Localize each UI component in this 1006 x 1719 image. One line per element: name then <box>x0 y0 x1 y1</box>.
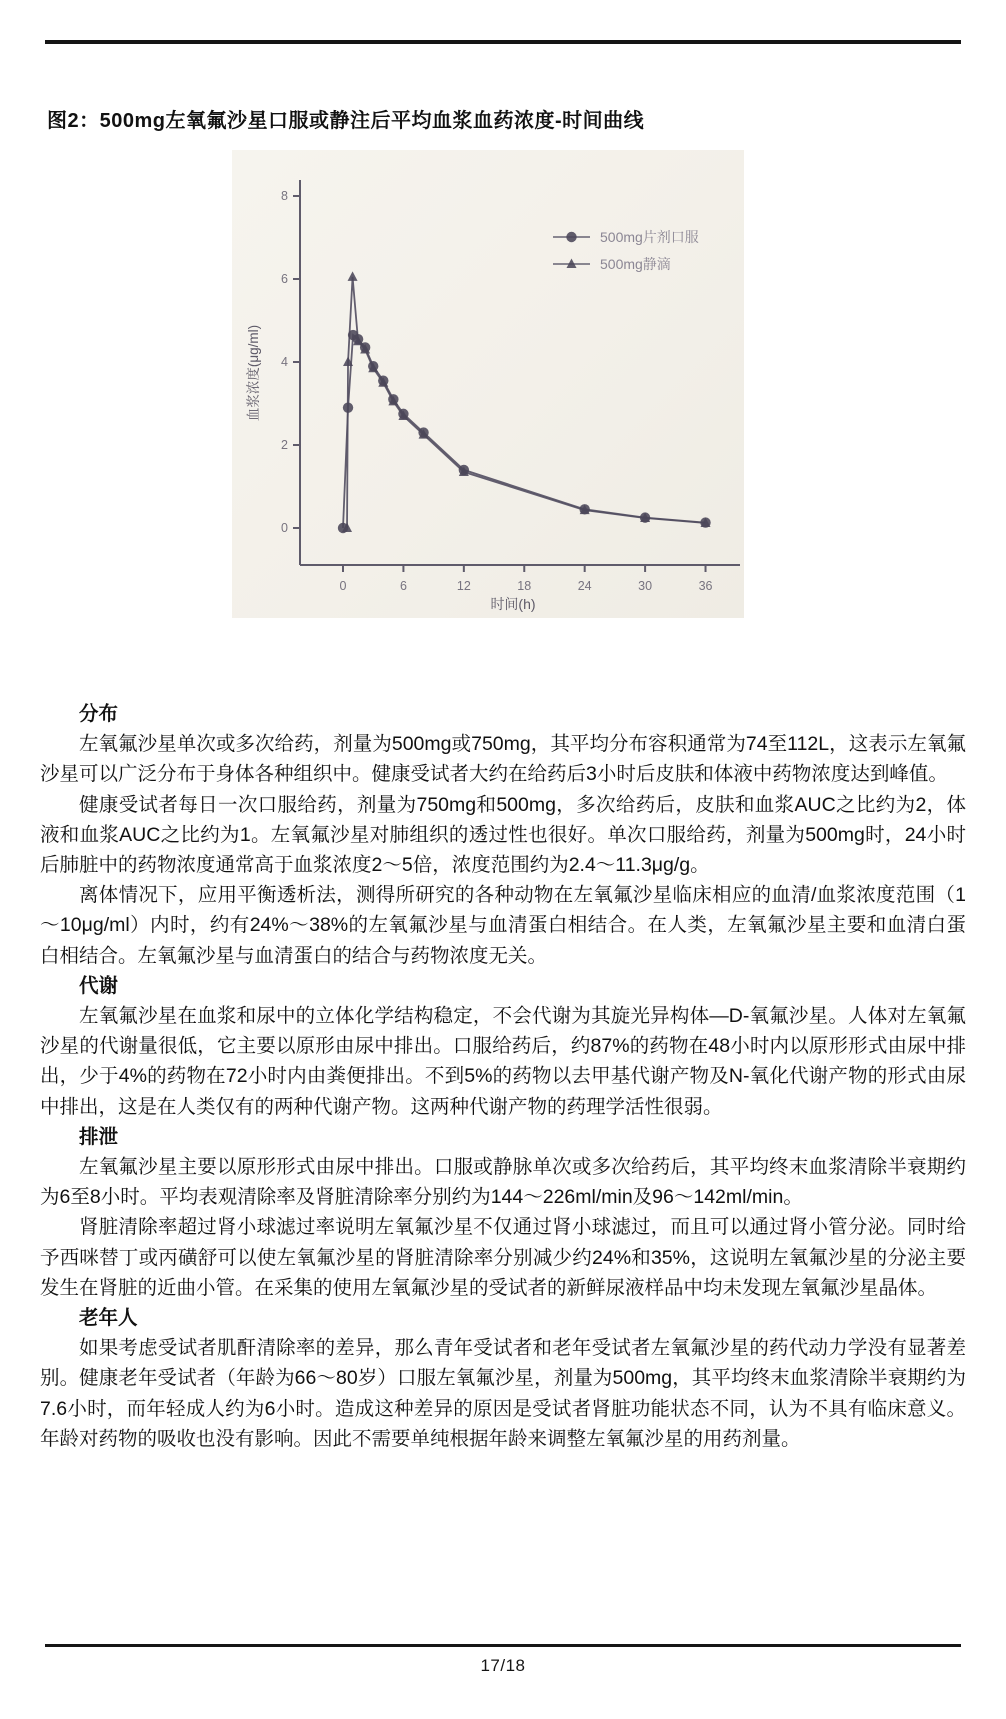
page-number: 17/18 <box>480 1656 526 1675</box>
svg-text:6: 6 <box>281 272 288 286</box>
paragraph: 健康受试者每日一次口服给药，剂量为750mg和500mg，多次给药后，皮肤和血浆AUC之比约为2，体液和血浆AUC之比约为1。左氧氟沙星对肺组织的透过性也很好。单次口服给药，剂量为500mg时，24小时后肺脏中的药物浓度通常高于血浆浓度2～5倍，浓度范围约为2.4～11.3μg/g。 <box>40 793 966 877</box>
svg-text:时间(h): 时间(h) <box>490 596 536 612</box>
svg-text:36: 36 <box>698 579 713 593</box>
paragraph: 左氧氟沙星单次或多次给药，剂量为500mg或750mg，其平均分布容积通常为74至112L，这表示左氧氟沙星可以广泛分布于身体各种组织中。健康受试者大约在给药后3小时后皮肤和体液中药物浓度达到峰值。 <box>40 733 966 786</box>
paragraph: 离体情况下，应用平衡透析法，测得所研究的各种动物在左氧氟沙星临床相应的血清/血浆浓度范围（1～10μg/ml）内时，约有24%～38%的左氧氟沙星与血清蛋白相结合。在人类，左氧氟沙星主要和血清白蛋白相结合。左氧氟沙星与血清蛋白的结合与药物浓度无关。 <box>40 884 966 967</box>
svg-text:24: 24 <box>577 579 592 593</box>
body-text <box>40 699 966 1454</box>
svg-text:0: 0 <box>281 521 288 535</box>
svg-text:500mg静滴: 500mg静滴 <box>600 256 671 272</box>
concentration-time-chart <box>232 150 744 618</box>
paragraph: 左氧氟沙星主要以原形形式由尿中排出。口服或静脉单次或多次给药后，其平均终末血浆清除半衰期约为6至8小时。平均表观清除率及肾脏清除率分别约为144～226ml/min及96～142ml/min。 <box>40 1156 966 1209</box>
section-heading-excretion: 排泄 <box>79 1125 119 1148</box>
svg-text:12: 12 <box>456 579 471 593</box>
paragraph: 左氧氟沙星在血浆和尿中的立体化学结构稳定，不会代谢为其旋光异构体—D-氧氟沙星。人体对左氧氟沙星的代谢量很低，它主要以原形由尿中排出。口服给药后，约87%的药物在48小时内以原形形式由尿中排出，少于4%的药物在72小时内由粪便排出。不到5%的药物以去甲基代谢产物及N-氧化代谢产物的形式由尿中排出，这是在人类仅有的两种代谢产物。这两种代谢产物的药理学活性很弱。 <box>40 1005 966 1118</box>
top-rule <box>45 40 961 44</box>
section-heading-metabolism: 代谢 <box>79 974 119 997</box>
svg-text:8: 8 <box>281 189 288 203</box>
bottom-rule <box>45 1644 961 1647</box>
svg-text:血浆浓度(μg/ml): 血浆浓度(μg/ml) <box>246 324 261 422</box>
figure-title: 图2：500mg左氧氟沙星口服或静注后平均血浆血药浓度-时间曲线 <box>47 110 645 132</box>
svg-text:6: 6 <box>399 579 407 593</box>
svg-text:18: 18 <box>517 579 532 593</box>
svg-text:2: 2 <box>281 438 288 452</box>
section-heading-distribution: 分布 <box>79 703 119 725</box>
svg-text:500mg片剂口服: 500mg片剂口服 <box>600 229 699 245</box>
svg-text:30: 30 <box>638 579 653 593</box>
section-heading-elderly: 老年人 <box>79 1307 138 1330</box>
paragraph: 如果考虑受试者肌酐清除率的差异，那么青年受试者和老年受试者左氧氟沙星的药代动力学没有显著差别。健康老年受试者（年龄为66～80岁）口服左氧氟沙星，剂量为500mg，其平均终末血浆清除半衰期约为7.6小时，而年轻成人约为6小时。造成这种差异的原因是受试者肾脏功能状态不同，认为不具有临床意义。年龄对药物的吸收也没有影响。因此不需要单纯根据年龄来调整左氧氟沙星的用药剂量。 <box>40 1337 966 1450</box>
paragraph: 肾脏清除率超过肾小球滤过率说明左氧氟沙星不仅通过肾小球滤过，而且可以通过肾小管分泌。同时给予西咪替丁或丙磺舒可以使左氧氟沙星的肾脏清除率分别减少约24%和35%，这说明左氧氟沙星的分泌主要发生在肾脏的近曲小管。在采集的使用左氧氟沙星的受试者的新鲜尿液样品中均未发现左氧氟沙星晶体。 <box>40 1216 966 1299</box>
chart-canvas <box>232 150 744 618</box>
svg-text:0: 0 <box>339 579 347 593</box>
svg-text:4: 4 <box>281 355 288 369</box>
